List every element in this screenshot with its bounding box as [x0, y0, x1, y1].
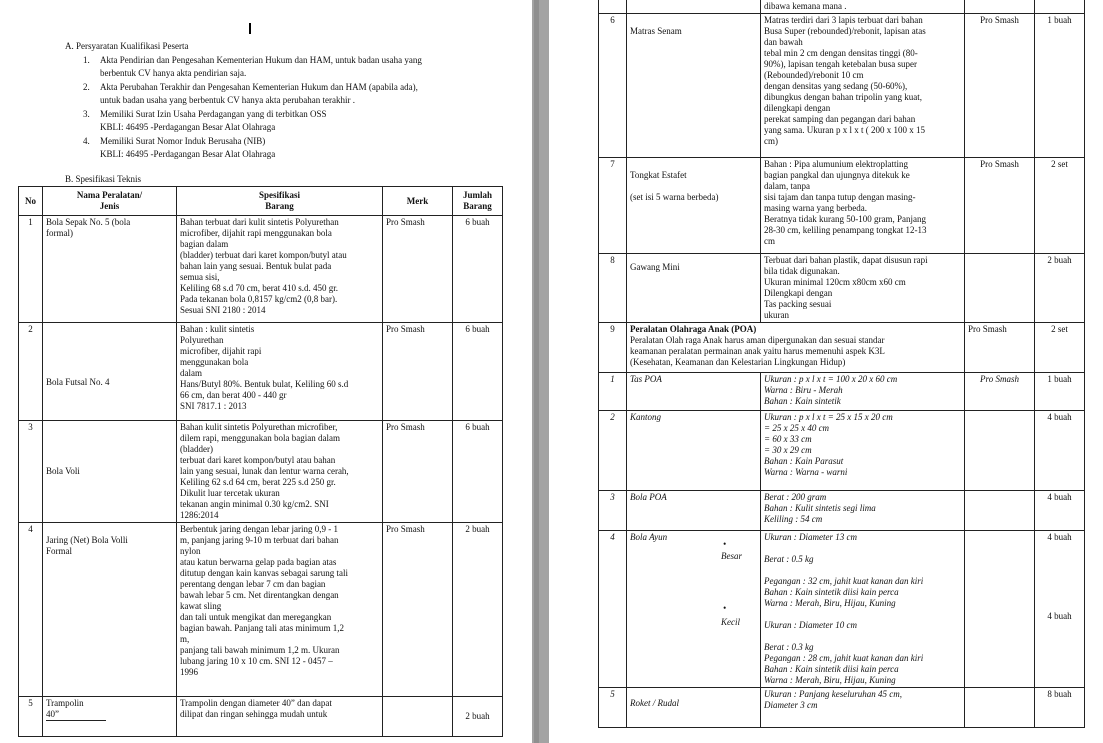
row-item: Bola POA: [627, 491, 761, 531]
row-item: [43, 697, 177, 737]
row-item: Kantong: [627, 411, 761, 491]
row-spec: Ukuran : Panjang keseluruhan 45 cm, Diameter 3 cm: [761, 688, 965, 728]
variant-kecil-label: Kecil: [721, 617, 740, 627]
row-qty: 2 buah: [453, 523, 503, 697]
row-spec: Bahan : kulit sintetis Polyurethan microfiber, dijahit rapi menggunakan bola dalam Hans/Butyl 80%. Bentuk bulat, Keliling 60 s.d 66 cm, dan berat 400 - 440 gr SNI 7817.1 : 2013: [177, 323, 383, 421]
table-row: [19, 523, 503, 697]
section-a-heading: A. Persyaratan Kualifikasi Peserta: [65, 41, 189, 51]
table-row: [599, 688, 1085, 728]
row-qty: 2 buah: [1035, 254, 1085, 323]
req-line: Akta Pendirian dan Pengesahan Kementerian Hukum dan HAM, untuk badan usaha yang: [100, 55, 422, 65]
row-brand: Pro Smash: [383, 421, 453, 523]
qty-kecil: 4 buah: [1047, 611, 1072, 621]
header-merk: Merk: [383, 187, 453, 216]
row-spec: Ukuran : p x l x t = 25 x 15 x 20 cm = 25 x 25 x 40 cm = 60 x 33 cm = 30 x 29 cm Bahan : Kain Parasut Warna : Warna - warni: [761, 411, 965, 491]
row-spec: Terbuat dari bahan plastik, dapat disusun rapi bila tidak digunakan. Ukuran minimal 120cm x80cm x60 cm Dilengkapi dengan Tas packing sesuai ukuran: [761, 254, 965, 323]
row-item: Tongkat Estafet (set isi 5 warna berbeda): [627, 158, 761, 254]
row-item: Gawang Mini: [627, 254, 761, 323]
table-row: [599, 14, 1085, 158]
row-brand: [965, 254, 1035, 323]
row-spec: Ukuran : p x l x t = 100 x 20 x 60 cm Warna : Biru - Merah Bahan : Kain sintetik: [761, 373, 965, 411]
row-no: 3: [19, 421, 43, 523]
row-no: 5: [19, 697, 43, 737]
row-spec: Berbentuk jaring dengan lebar jaring 0,9 - 1 m, panjang jaring 9-10 m terbuat dari bahan nylon atau katun berwarna gelap pada bagian atas ditutup dengan kain kanvas sebagai sarung tali perentang dengan lebar 7 cm dan bagian bawah lebar 5 cm. Net direntangkan dengan kawat sling dan tali untuk mengikat dan meregangkan bagian bawah. Panjang tali atas minimum 1,2 m, panjang tali bawah minimum 1,2 m. Ukuran lubang jaring 10 x 10 cm. SNI 12 - 0457 – 1996: [177, 523, 383, 697]
row-brand: Pro Smash: [965, 323, 1035, 373]
trampolin-name: Trampolin: [46, 698, 84, 708]
row-qty: 4 buah: [1035, 491, 1085, 531]
row-no: 9: [599, 323, 627, 373]
row-spec: Bahan kulit sintetis Polyurethan microfiber, dilem rapi, menggunakan bola bagian dalam (bladder) terbuat dari karet kompon/butyl atau bahan lain yang sesuai, lunak dan lentur warna cerah, Keliling 62 s.d 64 cm, berat 225 s.d 250 gr. Dikulit luar tercetak ukuran tekanan angin minimal 0.30 kg/cm2. SNI 1286:2014: [177, 421, 383, 523]
row-item: Tas POA: [627, 373, 761, 411]
row-qty: 6 buah: [453, 216, 503, 323]
spec-table-left: [18, 186, 503, 737]
row-brand: [383, 697, 453, 737]
row-brand: Pro Smash: [965, 158, 1035, 254]
row-no: 6: [599, 14, 627, 158]
table-row: [599, 373, 1085, 411]
header-nama: Nama Peralatan/ Jenis: [43, 187, 177, 216]
req-line: Memiliki Surat Nomor Induk Berusaha (NIB): [100, 136, 266, 146]
poa-desc: Peralatan Olah raga Anak harus aman dipergunakan dan sesuai standar keamanan peralatan permainan anak yaitu harus memenuhi aspek K3L (Kesehatan, Keamanan dan Kelestarian Lingkungan Hidup): [630, 335, 885, 367]
trampolin-size: 40”: [46, 709, 106, 721]
row-item: Bola Voli: [43, 421, 177, 523]
row-no: 1: [599, 373, 627, 411]
bullet-kecil: •: [723, 603, 727, 613]
table-row: [599, 158, 1085, 254]
row-qty: 1 buah: [1035, 14, 1085, 158]
section-b-heading: B. Spesifikasi Teknis: [65, 174, 141, 184]
req-line: KBLI: 46495 -Perdagangan Besar Alat Olahraga: [100, 122, 276, 132]
header-jumlah: Jumlah Barang: [453, 187, 503, 216]
req-number: 2.: [83, 82, 90, 92]
row-item: Bola Sepak No. 5 (bola formal): [43, 216, 177, 323]
document-page-right: [549, 0, 1103, 743]
table-row: [599, 411, 1085, 491]
row-qty: 8 buah: [1035, 688, 1085, 728]
row-spec: Bahan terbuat dari kulit sintetis Polyurethan microfiber, dijahit rapi menggunakan bola bagian dalam (bladder) terbuat dari karet kompon/butyl atau bahan lain yang sesuai. Bentuk bulat pada semua sisi, Keliling 68 s.d 70 cm, berat 410 s.d. 450 gr. Pada tekanan bola 0,8157 kg/cm2 (0,8 bar). Sesuai SNI 2180 : 2014: [177, 216, 383, 323]
row-brand: [965, 531, 1035, 688]
row-qty: 2 buah: [453, 697, 503, 737]
row-brand: Pro Smash: [383, 323, 453, 421]
page-divider: [534, 0, 539, 743]
req-line: berbentuk CV hanya akta pendirian saja.: [100, 68, 247, 78]
row-qty: 1 buah: [1035, 373, 1085, 411]
table-row: [599, 531, 1085, 688]
row-no: 2: [599, 411, 627, 491]
bola-ayun-name: Bola Ayun: [630, 532, 668, 542]
row-no: 5: [599, 688, 627, 728]
qty-besar: 4 buah: [1047, 532, 1072, 542]
table-row: [599, 323, 1085, 373]
row-brand: Pro Smash: [965, 14, 1035, 158]
row-brand: Pro Smash: [965, 373, 1035, 411]
row-brand: Pro Smash: [383, 216, 453, 323]
row-brand: Pro Smash: [383, 523, 453, 697]
req-number: 4.: [83, 136, 90, 146]
variant-besar-label: Besar: [721, 551, 742, 561]
row-qty: 2 set: [1035, 158, 1085, 254]
row-no: 7: [599, 158, 627, 254]
table-row: [19, 216, 503, 323]
row-qty: 6 buah: [453, 323, 503, 421]
table-row: [19, 421, 503, 523]
row-qty: 2 set: [1035, 323, 1085, 373]
row-qty: [1035, 531, 1085, 688]
row-no: 8: [599, 254, 627, 323]
bullet-besar: •: [723, 539, 727, 549]
header-spesifikasi: Spesifikasi Barang: [177, 187, 383, 216]
table-row: [19, 697, 503, 737]
row-item: Roket / Rudal: [627, 688, 761, 728]
poa-title: Peralatan Olahraga Anak (POA): [630, 324, 757, 334]
row-brand: [965, 491, 1035, 531]
row-spec: Trampolin dengan diameter 40” dan dapat dilipat dan ringan sehingga mudah untuk: [177, 697, 383, 737]
row-qty: 4 buah: [1035, 411, 1085, 491]
row-no: 1: [19, 216, 43, 323]
table-row: [19, 323, 503, 421]
req-number: 3.: [83, 109, 90, 119]
req-line: Akta Perubahan Terakhir dan Pengesahan Kementerian Hukum dan HAM (apabila ada),: [100, 82, 418, 92]
row-brand: [965, 411, 1035, 491]
req-line: KBLI: 46495 -Perdagangan Besar Alat Olahraga: [100, 149, 276, 159]
row-item: Matras Senam: [627, 14, 761, 158]
row-no: 4: [599, 531, 627, 688]
req-number: 1.: [83, 55, 90, 65]
header-no: No: [19, 187, 43, 216]
row-no: 3: [599, 491, 627, 531]
table-row: [599, 254, 1085, 323]
document-page-left: [0, 0, 532, 743]
row-qty: 6 buah: [453, 421, 503, 523]
table-row: [599, 491, 1085, 531]
row-item: Bola Futsal No. 4: [43, 323, 177, 421]
row-no: 2: [19, 323, 43, 421]
row-spec: Matras terdiri dari 3 lapis terbuat dari bahan Busa Super (rebounded)/rebonit, lapisan atas dan bawah tebal min 2 cm dengan densitas tinggi (80- 90%), lapisan tengah ketebalan busa super (Rebounded)/rebonit 10 cm dengan densitas yang sedang (50-60%), dibungkus dengan bahan tripolin yang kuat, dilengkapi dengan perekat samping dan pegangan dari bahan yang sama. Ukuran p x l x t ( 200 x 100 x 15 cm): [761, 14, 965, 158]
req-line: untuk badan usaha yang berbentuk CV hanya akta perubahan terakhir .: [100, 95, 355, 105]
text-cursor: [249, 23, 251, 34]
req-line: Memiliki Surat Izin Usaha Perdagangan yang di terbitkan OSS: [100, 109, 327, 119]
row-poa-spec: [627, 323, 965, 373]
page-gutter: [532, 0, 549, 743]
spec-table-right: [598, 0, 1085, 728]
table-row: [599, 0, 1085, 14]
row-spec: Ukuran : Diameter 13 cm Berat : 0.5 kg Pegangan : 32 cm, jahit kuat kanan dan kiri Bahan : Kain sintetik diisi kain perca Warna : Merah, Biru, Hijau, Kuning Ukuran : Diameter 10 cm Berat : 0.3 kg Pegangan : 28 cm, jahit kuat kanan dan kiri Bahan : Kain sintetik diisi kain perca Warna : Merah, Biru, Hijau, Kuning: [761, 531, 965, 688]
row-spec: Bahan : Pipa alumunium elektroplatting bagian pangkal dan ujungnya ditekuk ke dalam, tanpa sisi tajam dan tanpa tutup dengan masing- masing warna yang berbeda. Beratnya tidak kurang 50-100 gram, Panjang 28-30 cm, keliling penampang tongkat 12-13 cm: [761, 158, 965, 254]
row-brand: [965, 688, 1035, 728]
row-item: Jaring (Net) Bola Volli Formal: [43, 523, 177, 697]
row-no: 4: [19, 523, 43, 697]
row-item: [627, 531, 761, 688]
row-spec: Berat : 200 gram Bahan : Kulit sintetis segi lima Keliling : 54 cm: [761, 491, 965, 531]
row-spec: dibawa kemana mana .: [761, 0, 965, 14]
